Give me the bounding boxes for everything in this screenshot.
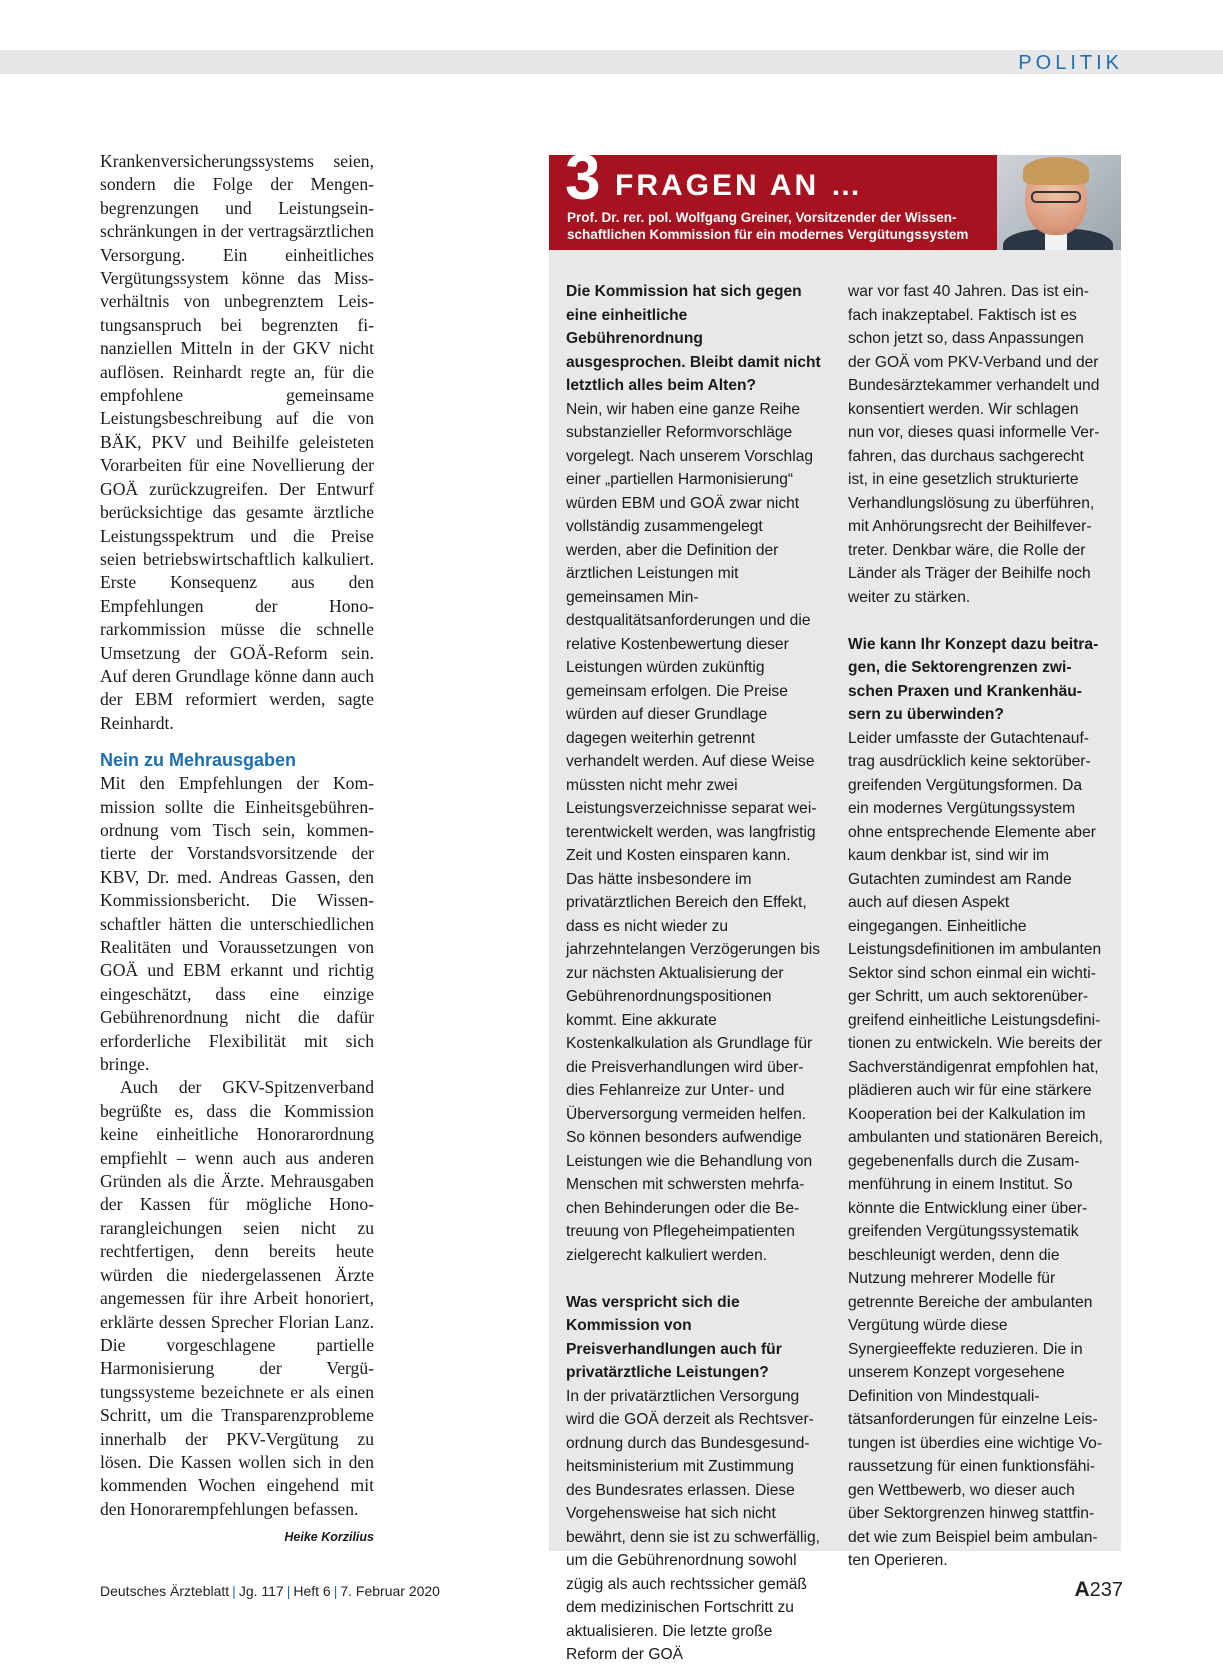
main-article-column [100, 150, 374, 1550]
interview-answer: Nein, wir haben eine ganze Reihe substanzieller Reformvorschläge vorgelegt. Nach unserem Vorschlag einer „partiellen Harmonisierung“ würden EBM und GOÄ zwar nicht vollständig zusammengelegt werden, aber die Definition der ärztlichen Leistungen mit gemeinsamen Mindestqualitätsanforderungen und die relative Kostenbewertung dieser Leistungen würden zukünftig gemeinsam erfolgen. Die Preise würden auf dieser Grundlage dagegen weiterhin getrennt verhandelt werden. Auf diese Weise müssten nicht mehr zwei Leistungsverzeichnisse separat weiterentwickelt werden, was langfristig Zeit und Kosten einsparen kann. Das hätte insbesondere im privatärztlichen Bereich den Effekt, dass es nicht wieder zu jahrzehntelangen Verzögerungen bis zur nächsten Aktualisierung der Gebührenordnungspositionen kommt. Eine akkurate Kostenkalkulation als Grundlage für die Preisverhandlungen wird überdies Fehlanreize zur Unter- und Überversorgung vermeiden helfen. So können besonders aufwendige Leistungen wie die Behandlung von Menschen mit schwersten mehrfachen Behinderungen oder die Betreuung von Pflegeheimpatienten zielgerecht kalkuliert werden. [566, 400, 821, 1264]
article-subheading: Nein zu Mehrausgaben [100, 750, 297, 771]
article-paragraph [100, 1076, 374, 1545]
portrait-hair-shape [1023, 157, 1089, 185]
interview-column-2 [848, 280, 1103, 1573]
article-paragraph: Mit den Empfehlungen der Kommission sollte die Einheitsgebührenordnung vom Tisch sein, kommentierte der Vorstandsvorsitzende der KBV, Dr. med. Andreas Gassen, den Kommissionsbericht. Die Wissenschaftler hätten die unterschiedlichen Realitäten und Voraussetzungen von GOÄ und EBM erkannt und richtig eingeschätzt, dass eine einzige Gebührenordnung nicht die dafür erforderliche Flexibilität mit sich bringe. [100, 773, 374, 1075]
journal-name: Deutsches Ärzteblatt [100, 1583, 230, 1599]
article-paragraph-text: Auch der GKV-Spitzenverband begrüßte es, dass die Kommission keine einheitliche Honorarordnung empfiehlt – wenn auch aus anderen Gründen als die Ärzte. Mehrausgaben der Kassen für mögliche Honorarangleichungen seien nicht zu rechtfertigen, denn bereits heute würden die niedergelassenen Ärzte angemessen für ihre Arbeit honoriert, erklärte dessen Sprecher Florian Lanz. Die vorgeschlagene partielle Harmonisierung der Vergütungssysteme bezeichnete er als einen Schritt, um die Transparenzprobleme innerhalb der PKV-Vergütung zu lösen. Die Kassen wollen sich in den kommenden Wochen eingehend mit den Honorarempfehlungen befassen. [100, 1077, 374, 1519]
author-byline: Heike Korzilius [284, 1530, 374, 1545]
interview-answer: In der privatärztlichen Versorgung wird die GOÄ derzeit als Rechtsverordnung durch das Bundesgesundheitsministerium mit Zustimmung des Bundesrates erlassen. Diese Vorgehensweise hat sich nicht bewährt, denn sie ist zu schwerfällig, um die Gebührenordnung sowohl zügig als auch rechtssicher gemäß dem medizinischen Fortschritt zu aktualisieren. Die letzte große Reform der GOÄ [566, 1387, 820, 1663]
interview-answer: war vor fast 40 Jahren. Das ist einfach inakzeptabel. Faktisch ist es schon jetzt so, dass Anpassungen der GOÄ vom PKV-Verband und der Bundesärztekammer verhandelt und konsentiert werden. Wir schlagen nun vor, dieses quasi informelle Verfahren, das durchaus sachgerecht ist, in eine gesetzlich strukturierte Verhandlungslösung zu überführen, mit Anhörungsrecht der Beihilfevertreter. Denkbar wäre, die Rolle der Länder als Träger der Beihilfe noch weiter zu stärken. [848, 283, 1100, 606]
interview-box-header [549, 141, 997, 250]
interview-subtitle: Prof. Dr. rer. pol. Wolfgang Greiner, Vorsitzender der Wissenschaftlichen Kommission für ein modernes Vergütungssystem [567, 210, 969, 242]
journal-volume: Jg. 117 [238, 1583, 284, 1599]
journal-issue: Heft 6 [293, 1583, 331, 1599]
interview-question: Was verspricht sich die Kommission von Preisverhandlungen auch für privatärztliche Leistungen? [566, 1293, 782, 1381]
page-number [1074, 1578, 1123, 1602]
page-footer: Deutsches Ärzteblatt | Jg. 117 | Heft 6 | 7. Februar 2020 [100, 1583, 440, 1599]
article-paragraph: Krankenversicherungssystems seien, sondern die Folge der Mengenbegrenzungen und Leistungseinschränkungen in der vertragsärztlichen Versorgung. Ein einheitliches Vergütungssystem könne das Missverhältnis von unbegrenztem Leistungsanspruch bei begrenzten finanziellen Mitteln in der GKV nicht auflösen. Reinhardt regte an, für die empfohlene gemeinsame Leistungsbeschreibung auf die von BÄK, PKV und Beihilfe geleisteten Vorarbeiten für eine Novellierung der GOÄ zurückzugreifen. Der Entwurf berücksichtige das gesamte ärztliche Leistungsspektrum und die Preise seien betriebswirtschaftlich kalkuliert. Erste Konsequenz aus den Empfehlungen der Honorarkommission müsse die schnelle Umsetzung der GOÄ-Reform sein. Auf deren Grundlage könne dann auch der EBM reformiert werden, sagte Reinhardt. [100, 151, 374, 733]
interview-question: Wie kann Ihr Konzept dazu beitragen, die Sektorengrenzen zwischen Praxen und Krankenhäusern zu überwinden? [848, 635, 1099, 723]
page-number-value: 237 [1089, 1579, 1123, 1601]
interview-answer: Leider umfasste der Gutachtenauftrag ausdrücklich keine sektorübergreifenden Vergütungsformen. Da ein modernes Vergütungssystem ohne entsprechende Elemente aber kaum denkbar ist, sind wir im Gutachten zumindest am Rande auch auf diesen Aspekt eingegangen. Einheitliche Leistungsdefinitionen im ambulanten Sektor sind schon einmal ein wichtiger Schritt, um auch sektorenübergreifend einheitliche Leistungsdefinitionen zu entwickeln. Wie bereits der Sachverständigenrat empfohlen hat, plädieren auch wir für eine stärkere Kooperation bei der Kalkulation im ambulanten und stationären Bereich, gegebenenfalls durch die Zusammenführung in einem Institut. So könnte die Entwicklung einer übergreifenden Vergütungssystematik beschleunigt werden, denn die Nutzung mehrerer Modelle für getrennte Bereiche der ambulanten Vergütung würde diese Synergieeffekte reduzieren. Die in unserem Konzept vorgesehene Definition von Mindestqualitätsanforderungen für einzelne Leistungen ist überdies eine wichtige Voraussetzung für einen funktionsfähigen Wettbewerb, wo dieser auch über Sektorgrenzen hinweg stattfindet wie zum Beispiel beim ambulanten Operieren. [848, 729, 1103, 1569]
page-prefix: A [1074, 1578, 1090, 1601]
interview-question: Die Kommission hat sich gegen eine einheitliche Gebührenordnung ausgesprochen. Bleibt damit nicht letztlich alles beim Alten? [566, 283, 821, 394]
section-label: POLITIK [1018, 52, 1123, 74]
interview-column-1 [566, 280, 821, 1667]
journal-date: 7. Februar 2020 [340, 1583, 440, 1599]
interview-number: 3 [565, 141, 601, 213]
portrait-photo [997, 155, 1121, 250]
portrait-glasses-shape [1031, 191, 1081, 203]
interview-title: FRAGEN AN … [615, 169, 864, 202]
